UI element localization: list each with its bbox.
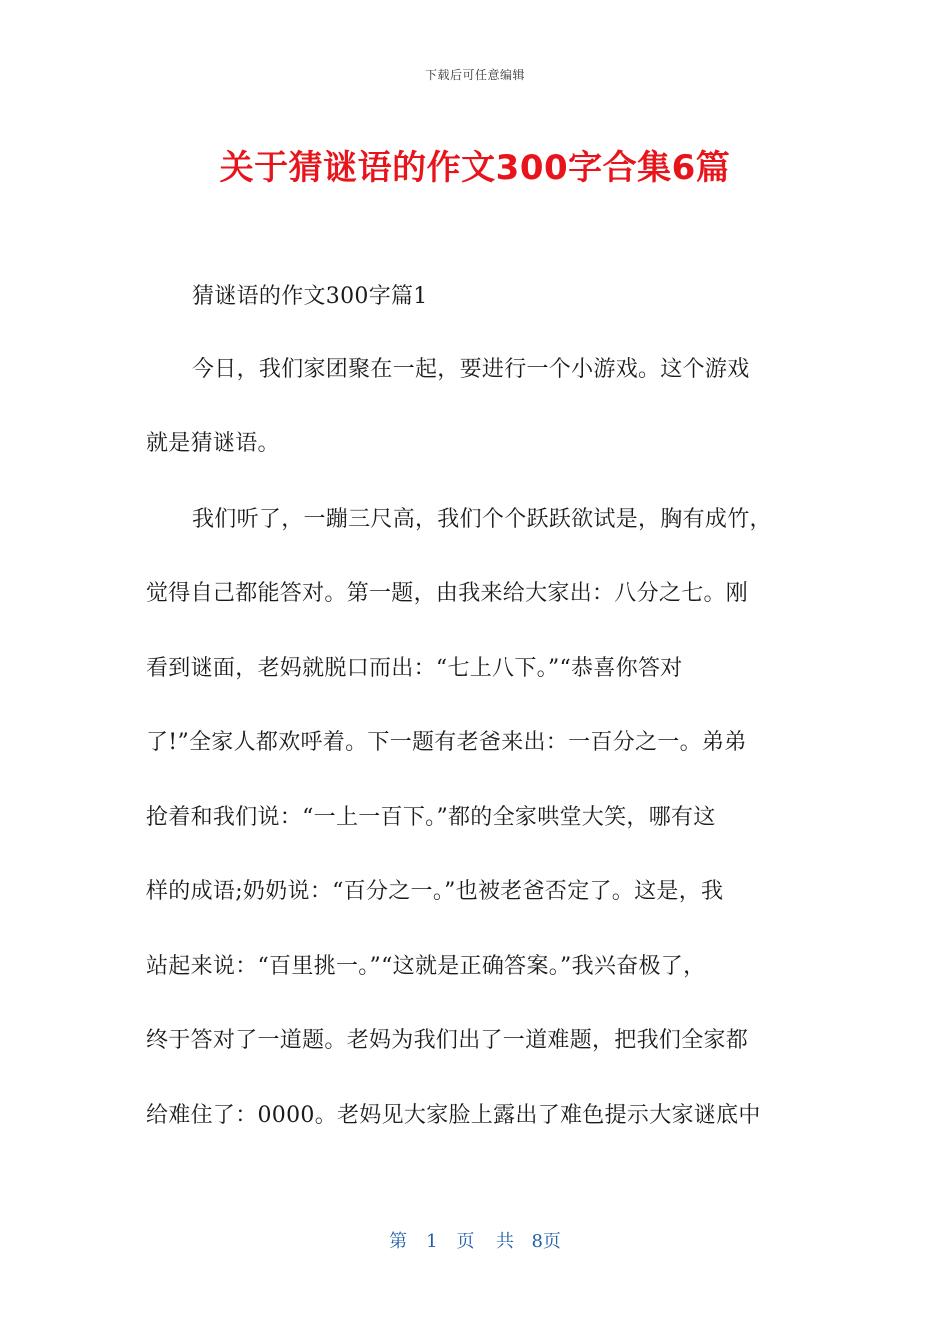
paragraph-line: 站起来说：“百里挑一。”“这就是正确答案。”我兴奋极了， [146,954,706,979]
footer-label-page: 第 [389,1231,408,1252]
paragraph-line: 给难住了：0000。老妈见大家脸上露出了难色提示大家谜底中 [146,1103,761,1128]
paragraph-line: 了!”全家人都欢呼着。下一题有老爸来出：一百分之一。弟弟 [146,730,747,755]
footer-current-page: 1 [426,1231,438,1252]
paragraph-line: 终于答对了一道题。老妈为我们出了一道难题，把我们全家都 [146,1028,749,1053]
section-heading: 猜谜语的作文300字篇1 [192,284,428,309]
paragraph-line: 觉得自己都能答对。第一题，由我来给大家出：八分之七。刚 [146,581,749,606]
paragraph-line: 看到谜面，老妈就脱口而出：“七上八下。”“恭喜你答对 [146,656,683,681]
paragraph-line: 样的成语;奶奶说：“百分之一。”也被老爸否定了。这是，我 [146,879,724,904]
header-note: 下载后可任意编辑 [424,68,525,82]
footer-total-pages: 8页 [531,1231,561,1252]
paragraph-line: 我们听了，一蹦三尺高，我们个个跃跃欲试是，胸有成竹， [192,507,772,532]
footer-label-total: 共 [496,1231,514,1252]
paragraph-line: 抢着和我们说：“一上一百下。”都的全家哄堂大笑，哪有这 [146,805,716,830]
document-title: 关于猜谜语的作文300字合集6篇 [219,148,731,188]
paragraph-line: 就是猜谜语。 [146,431,280,456]
paragraph-line: 今日，我们家团聚在一起，要进行一个小游戏。这个游戏 [192,357,750,382]
page-footer [0,1227,950,1253]
footer-label-page-unit: 页 [456,1231,475,1252]
